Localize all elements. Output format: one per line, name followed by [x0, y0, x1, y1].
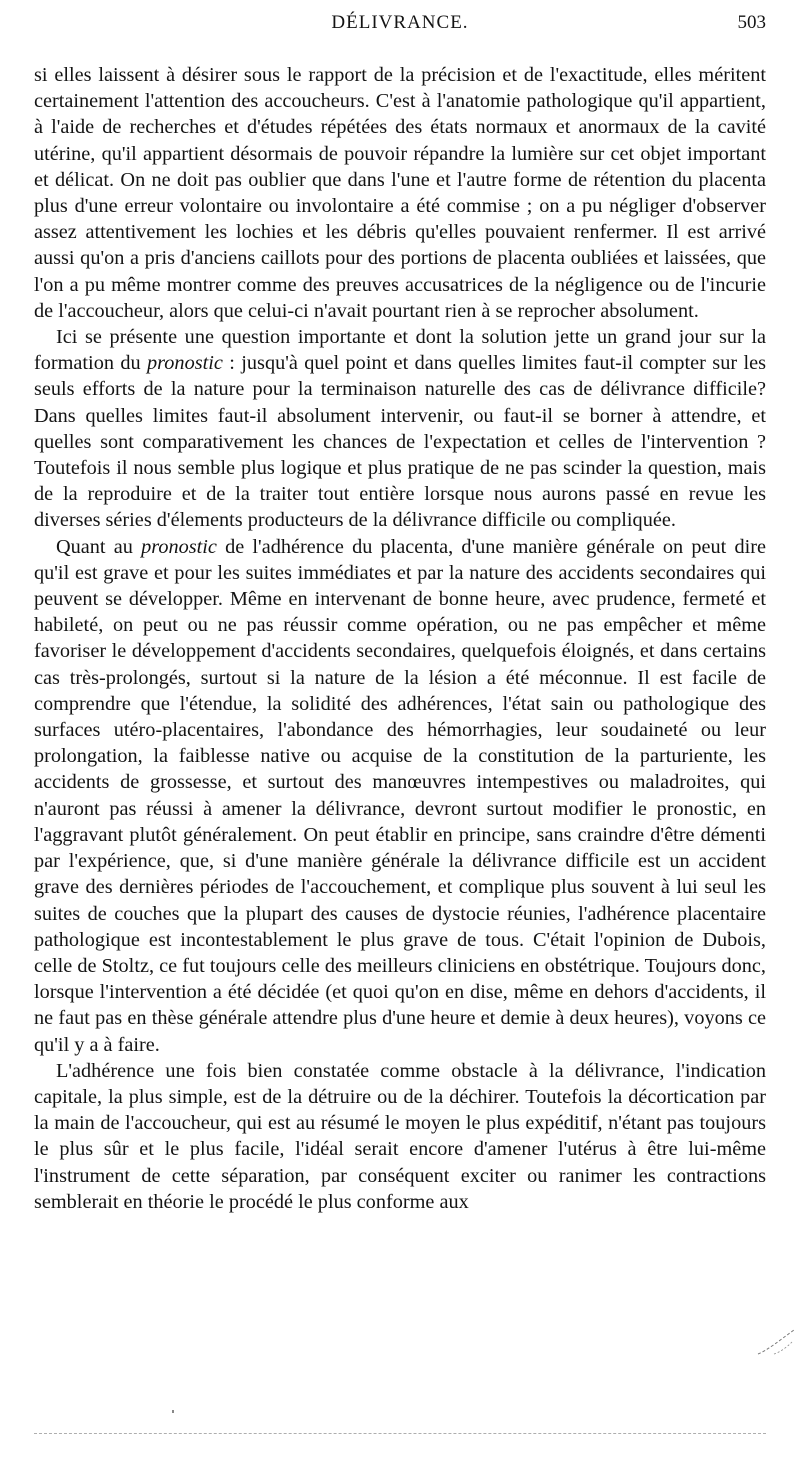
paragraph-1 — [34, 62, 766, 324]
running-header — [34, 8, 766, 38]
paragraph-3 — [34, 534, 766, 1058]
paragraph-3-text-b: de l'adhérence du placenta, d'une manière générale on peut dire qu'il est grave et pour les suites immédiates et par la nature des accidents secondaires qui peuvent se développer. Même en intervenant de bonne heure, avec prudence, fermeté et habileté, on peut ou ne pas réussir comme opération, ou ne pas empêcher et même favoriser le développement d'accidents secondaires, quelquefois éloignés, et dans certains cas très-prolongés, surtout si la nature de la lésion a été méconnue. Il est facile de comprendre que l'étendue, la solidité des adhérences, l'état sain ou pathologique des surfaces utéro-placentaires, l'abondance des hémorrhagies, leur soudaineté ou leur prolongation, la faiblesse native ou acquise de la constitution de la parturiente, les accidents de grossesse, et surtout des manœuvres intempestives ou maladroites, qui n'auront pas réussi à amener la délivrance, devront surtout modifier le pronostic, en l'aggravant plutôt généralement. On peut établir en principe, sans craindre d'être démenti par l'expérience, que, si d'une manière générale la délivrance difficile est un accident grave des dernières périodes de l'accouchement, et complique plus souvent à lui seul les suites de couches que la plupart des causes de dystocie réunies, l'adhérence placentaire pathologique est incontestablement le plus grave de tous. C'était l'opinion de Dubois, celle de Stoltz, ce fut toujours celle des meilleurs cliniciens en obstétrique. Toujours donc, lorsque l'intervention a été décidée (et quoi qu'on en dise, même en dehors d'accidents, il ne faut pas en thèse générale attendre plus d'une heure et demie à deux heures), voyons ce qu'il y a à faire. — [34, 535, 766, 1056]
italic-term-pronostic: pronostic — [147, 352, 223, 375]
italic-term-pronostic: pronostic — [141, 535, 217, 558]
running-title: DÉLIVRANCE. — [331, 12, 469, 33]
stray-mark — [172, 1410, 174, 1413]
pencil-flourish-mark — [756, 1324, 796, 1360]
body-text — [34, 62, 766, 1215]
paragraph-2-text-b: : jusqu'à quel point et dans quelles limites faut-il compter sur les seuls efforts de la nature pour la terminaison naturelle des cas de délivrance difficile? Dans quelles limites faut-il absolument intervenir, ou faut-il se borner à attendre, et quelles sont comparativement les chances de l'expectation et celles de l'intervention ? Toutefois il nous semble plus logique et plus pratique de ne pas scinder la question, mais de la reproduire et de la traiter tout entière lorsque nous aurons passé en revue les diverses séries d'élements producteurs de la délivrance difficile ou compliquée. — [34, 352, 767, 532]
paragraph-4-text: L'adhérence une fois bien constatée comme obstacle à la délivrance, l'indication capitale, la plus simple, est de la détruire ou de la déchirer. Toutefois la décortication par la main de l'accoucheur, qui est au résumé le moyen le plus expéditif, n'étant pas toujours le plus sûr et le plus facile, l'idéal serait encore d'amener l'utérus à être lui-même l'instrument de cette séparation, par conséquent exciter ou ranimer les contractions semblerait en théorie le procédé le plus conforme aux — [34, 1059, 766, 1213]
paragraph-1-text: si elles laissent à désirer sous le rapport de la précision et de l'exactitude, elles méritent certainement l'attention des accoucheurs. C'est à l'anatomie pathologique qu'il appartient, à l'aide de recherches et d'études répétées des états normaux et anormaux de la cavité utérine, qu'il appartient désormais de pouvoir répandre la lumière sur cet objet important et délicat. On ne doit pas oublier que dans l'une et l'autre forme de rétention du placenta plus d'une erreur volontaire ou involontaire a été commise ; on a pu négliger d'observer assez attentivement les lochies et les débris qu'elles pouvaient renfermer. Il est arrivé aussi qu'on a pris d'anciens caillots pour des portions de placenta oubliées et laissées, que l'on a pu même montrer comme des preuves accusatrices de la négligence ou de l'incurie de l'accoucheur, alors que celui-ci n'avait pourtant rien à se reprocher absolument. — [34, 64, 766, 322]
footer-dotted-rule — [34, 1433, 766, 1434]
paragraph-2 — [34, 324, 766, 534]
paragraph-4 — [34, 1058, 766, 1215]
paragraph-3-text-a: Quant au — [56, 535, 142, 558]
page-number: 503 — [737, 12, 766, 33]
paragraph-2-text-a: Ici se présente une question importante et dont la solution jette un grand jour sur la formation du — [34, 326, 766, 375]
